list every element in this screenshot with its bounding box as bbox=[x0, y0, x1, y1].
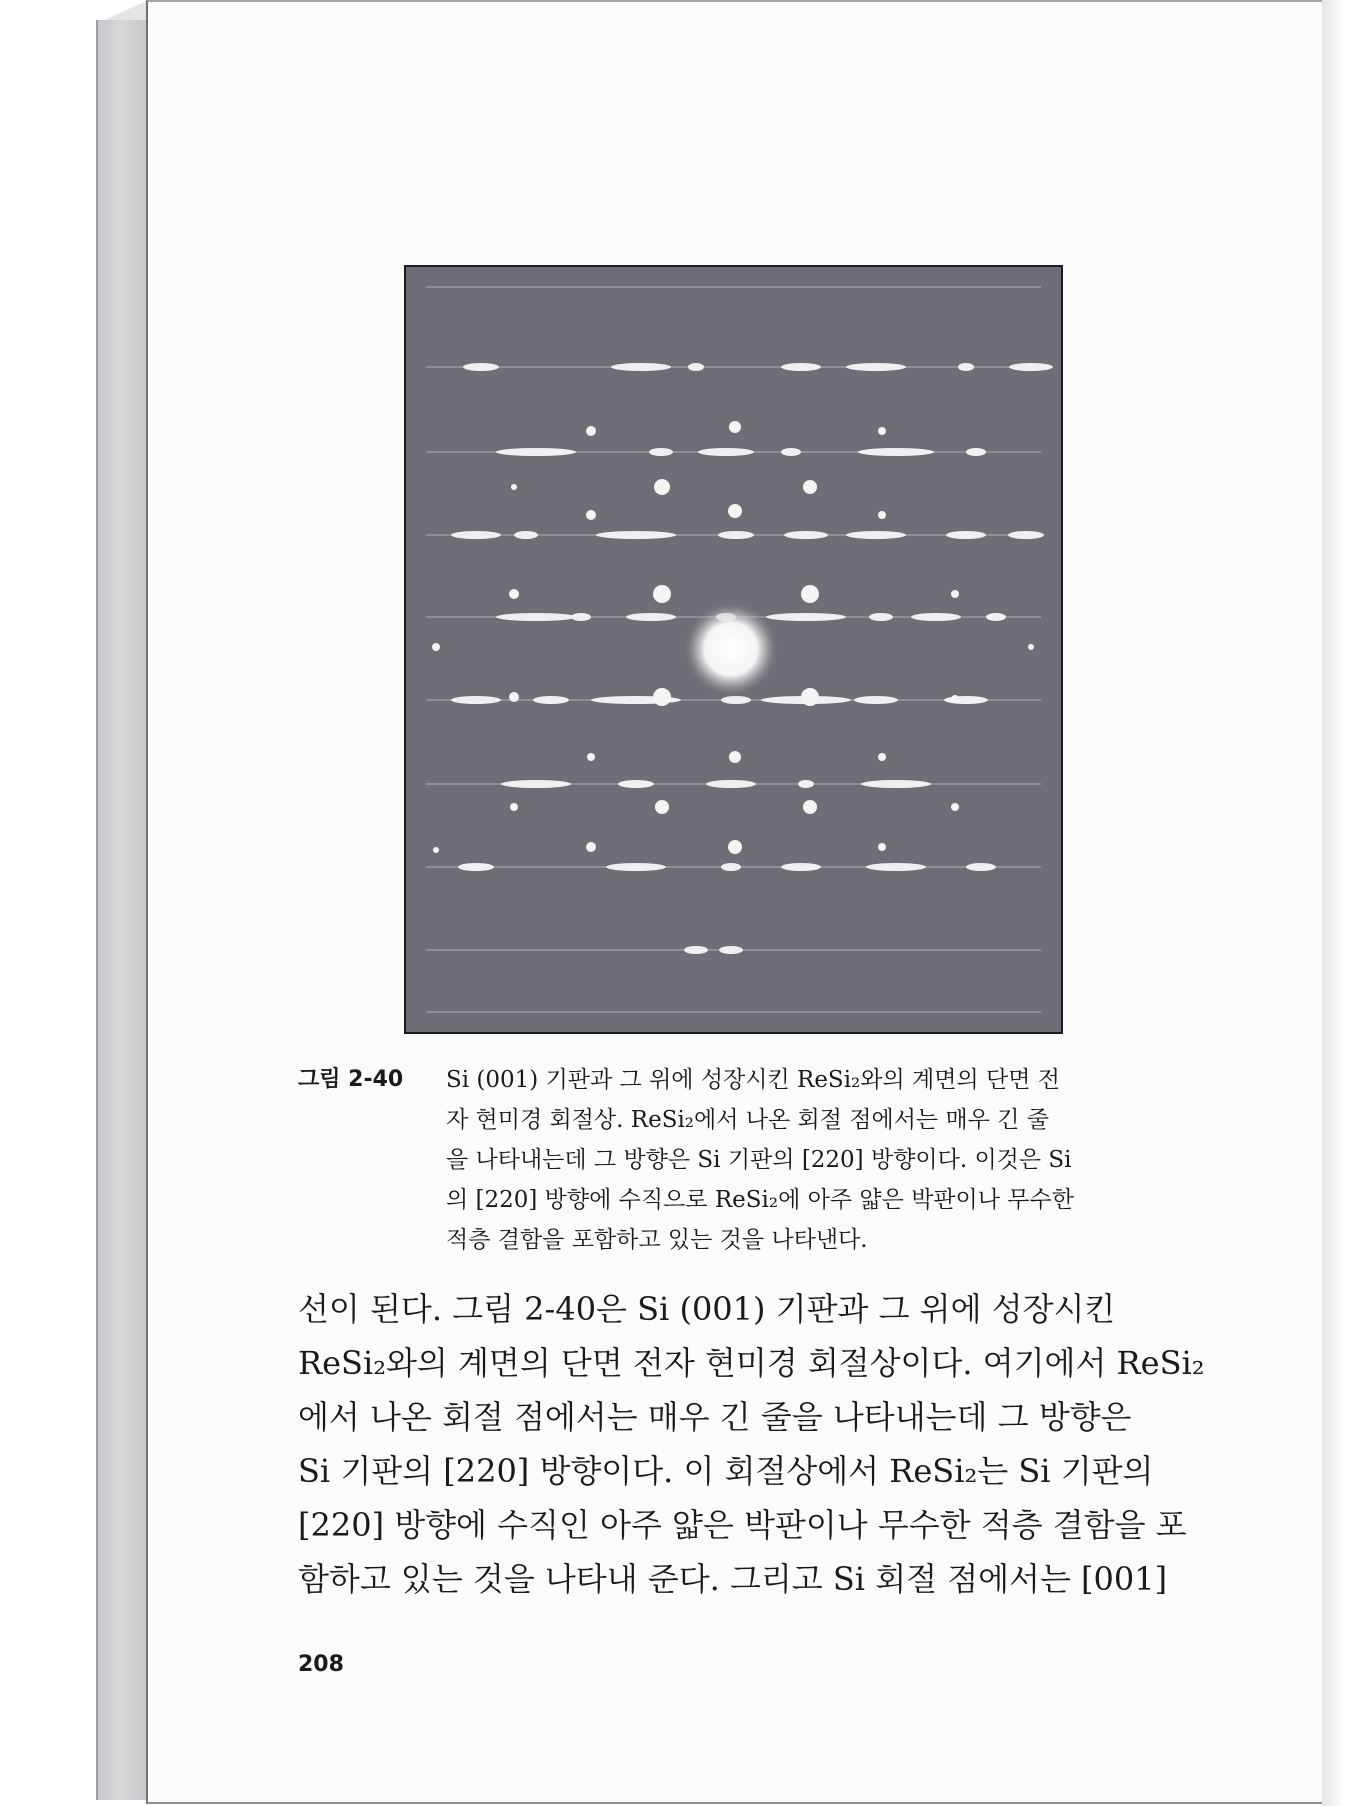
streak-dash bbox=[944, 696, 988, 704]
diffraction-spot bbox=[433, 847, 439, 853]
streak-dash bbox=[719, 946, 743, 954]
caption-line: 의 [220] 방향에 수직으로 ReSi₂에 아주 얇은 박판이나 무수한 bbox=[446, 1187, 1074, 1213]
streak-dash bbox=[514, 531, 538, 539]
diffraction-pattern-figure bbox=[404, 265, 1063, 1034]
streak-dash bbox=[496, 448, 576, 456]
diffraction-spot bbox=[509, 589, 519, 599]
body-line: 함하고 있는 것을 나타내 준다. 그리고 Si 회절 점에서는 [001] bbox=[298, 1560, 1168, 1598]
body-line: Si 기판의 [220] 방향이다. 이 회절상에서 ReSi₂는 Si 기판의 bbox=[298, 1452, 1154, 1490]
diffraction-spot bbox=[951, 695, 959, 703]
diffraction-spot bbox=[878, 843, 886, 851]
streak-dash bbox=[706, 780, 756, 788]
diffraction-spot bbox=[878, 511, 886, 519]
streak-dash bbox=[606, 863, 666, 871]
diffraction-spot bbox=[878, 753, 886, 761]
streak-dash bbox=[618, 780, 654, 788]
diffraction-spot bbox=[653, 688, 671, 706]
diffraction-spot bbox=[587, 753, 595, 761]
streak-dash bbox=[649, 448, 673, 456]
streak-dash bbox=[866, 863, 926, 871]
streak-dash bbox=[966, 863, 996, 871]
streak-dash bbox=[496, 613, 576, 621]
diffraction-spot bbox=[803, 800, 817, 814]
streak-dash bbox=[854, 696, 898, 704]
streak-dash bbox=[684, 946, 708, 954]
diffraction-spot bbox=[432, 643, 440, 651]
streak-dash bbox=[958, 363, 974, 371]
streak-dash bbox=[846, 531, 906, 539]
diffraction-spot bbox=[803, 480, 817, 494]
streak-dash bbox=[451, 531, 501, 539]
body-line: 선이 된다. 그림 2-40은 Si (001) 기판과 그 위에 성장시킨 bbox=[298, 1290, 1116, 1328]
diffraction-spot bbox=[728, 840, 742, 854]
streak-dash bbox=[911, 613, 961, 621]
streak-dash bbox=[718, 531, 754, 539]
diffraction-spot bbox=[586, 842, 596, 852]
streak-dash bbox=[611, 363, 671, 371]
diffraction-pattern-image bbox=[406, 267, 1061, 1032]
page-edge-shadow bbox=[1322, 0, 1346, 1806]
streak-dash bbox=[1009, 363, 1053, 371]
streak-dash bbox=[688, 363, 704, 371]
streak-dash bbox=[458, 863, 494, 871]
diffraction-spot bbox=[511, 484, 517, 490]
body-line: ReSi₂와의 계면의 단면 전자 현미경 회절상이다. 여기에서 ReSi₂ bbox=[298, 1344, 1205, 1382]
streak-dash bbox=[721, 863, 741, 871]
caption-line: Si (001) 기판과 그 위에 성장시킨 ReSi₂와의 계면의 단면 전 bbox=[446, 1067, 1060, 1093]
diffraction-spot bbox=[586, 510, 596, 520]
streak-dash bbox=[1008, 531, 1044, 539]
streak-dash bbox=[798, 780, 814, 788]
diffraction-spot bbox=[655, 800, 669, 814]
diffraction-spot bbox=[951, 803, 959, 811]
diffraction-spot bbox=[801, 585, 819, 603]
streak-dash bbox=[571, 613, 591, 621]
streak-dash bbox=[858, 448, 934, 456]
streak-dash bbox=[766, 613, 846, 621]
diffraction-spot bbox=[729, 751, 741, 763]
streak-dash bbox=[861, 780, 931, 788]
diffraction-spot bbox=[878, 427, 886, 435]
streak-dash bbox=[966, 448, 986, 456]
streak-dash bbox=[596, 531, 676, 539]
diffraction-spot bbox=[653, 585, 671, 603]
book-spine bbox=[96, 20, 150, 1800]
diffraction-spot bbox=[951, 590, 959, 598]
diffraction-spot bbox=[1028, 644, 1034, 650]
streak-dash bbox=[781, 448, 801, 456]
streak-dash bbox=[946, 531, 986, 539]
streak-dash bbox=[721, 696, 751, 704]
diffraction-spot bbox=[586, 426, 596, 436]
streak-dash bbox=[846, 363, 906, 371]
diffraction-spot bbox=[728, 504, 742, 518]
caption-line: 자 현미경 회절상. ReSi₂에서 나온 회절 점에서는 매우 긴 줄 bbox=[446, 1107, 1049, 1133]
diffraction-spot bbox=[654, 479, 670, 495]
diffraction-spot bbox=[510, 803, 518, 811]
diffraction-spot bbox=[729, 421, 741, 433]
streak-dash bbox=[784, 531, 828, 539]
streak-dash bbox=[626, 613, 676, 621]
caption-line: 을 나타내는데 그 방향은 Si 기판의 [220] 방향이다. 이것은 Si bbox=[446, 1147, 1072, 1173]
body-line: 에서 나온 회절 점에서는 매우 긴 줄을 나타내는데 그 방향은 bbox=[298, 1398, 1132, 1436]
diffraction-spot bbox=[509, 692, 519, 702]
diffraction-spot bbox=[801, 688, 819, 706]
central-beam-spot bbox=[683, 601, 779, 697]
caption-line: 적층 결함을 포함하고 있는 것을 나타낸다. bbox=[446, 1227, 868, 1253]
streak-dash bbox=[986, 613, 1006, 621]
streak-dash bbox=[451, 696, 501, 704]
streak-dash bbox=[501, 780, 571, 788]
streak-dash bbox=[463, 363, 499, 371]
page-number: 208 bbox=[298, 1652, 344, 1677]
figure-label: 그림 2-40 bbox=[298, 1067, 404, 1092]
streak-dash bbox=[869, 613, 893, 621]
body-line: [220] 방향에 수직인 아주 얇은 박판이나 무수한 적층 결함을 포 bbox=[298, 1506, 1187, 1544]
streak-dash bbox=[533, 696, 569, 704]
streak-dash bbox=[781, 363, 821, 371]
streak-dash bbox=[698, 448, 754, 456]
streak-dash bbox=[781, 863, 821, 871]
